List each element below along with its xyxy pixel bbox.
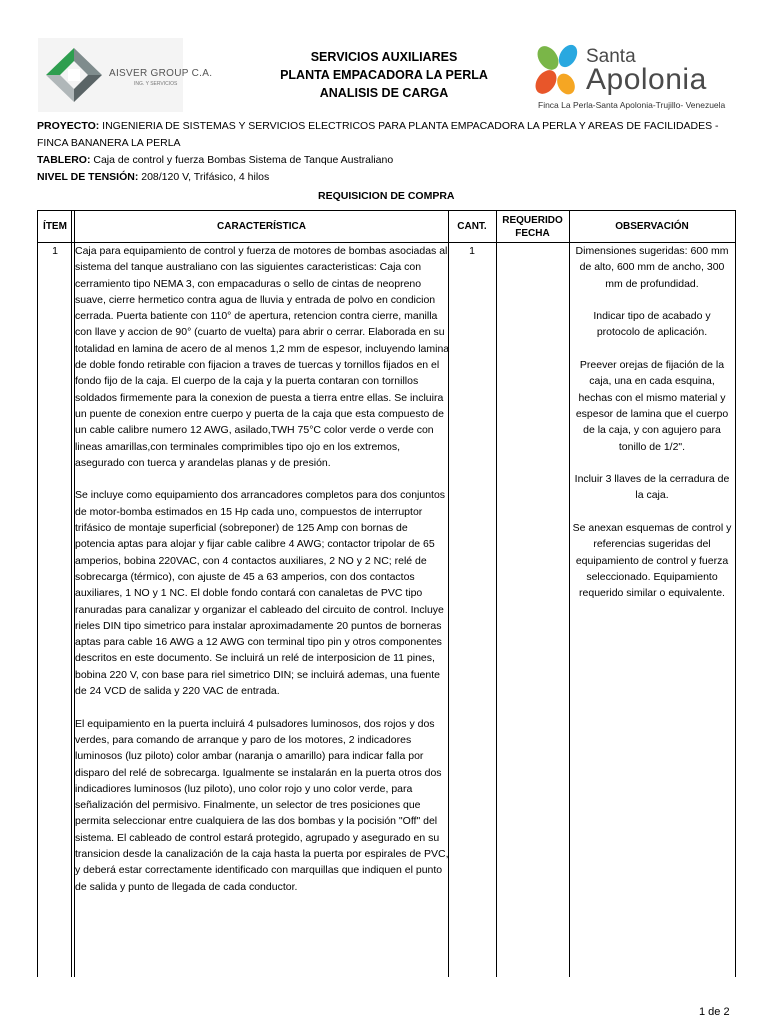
header-cant: CANT. (457, 221, 487, 232)
tablero-value: Caja de control y fuerza Bombas Sistema de Tanque Australiano (90, 154, 394, 166)
tension-value: 208/120 V, Trifásico, 4 hilos (138, 171, 270, 183)
requisition-table (37, 210, 736, 977)
observation-paragraph: Preever orejas de fijación de la caja, una en cada esquina, hechas con el mismo material y espesor de lamina que el cuerpo de la caja, y con agujero para tonillo de 1/2". (575, 359, 729, 453)
tablero-line (37, 152, 737, 169)
observation-paragraph: Dimensiones sugeridas: 600 mm de alto, 600 mm de ancho, 300 mm de profundidad. (575, 245, 729, 290)
logo-word-santa: Santa (586, 46, 636, 67)
page-number: 1 de 2 (699, 1006, 730, 1018)
proyecto-line (37, 118, 737, 152)
logo-word-apolonia: Apolonia (586, 63, 707, 96)
aisver-logo (38, 38, 213, 112)
aisver-brand-text: AISVER GROUP C.A. (109, 68, 213, 79)
proyecto-value: INGENIERIA DE SISTEMAS Y SERVICIOS ELECTRICOS PARA PLANTA EMPACADORA LA PERLA Y AREAS DE FACILIDADES - FINCA BANANERA LA PERLA (37, 120, 719, 149)
row-item-number: 1 (52, 245, 58, 257)
row-observation (571, 243, 733, 618)
column-divider (496, 211, 497, 977)
column-divider (569, 211, 570, 977)
tablero-label: TABLERO: (37, 154, 91, 166)
santa-apolonia-logo (532, 40, 732, 114)
observation-paragraph: Se anexan esquemas de control y referencias sugeridas del equipamiento de control y fuerza seleccionado. Equipamiento requerido similar o equivalente. (572, 522, 732, 600)
description-paragraph: Se incluye como equipamiento dos arrancadores completos para dos conjuntos de motor-bomba estimados en 15 Hp cada uno, compuestos de interruptor trifásico de montaje superficial (sobreponer) de 125 Amp con bornas de potencia aptas para alojar y fijar cable calibre 4 AWG; contactor tripolar de 65 amperios, bobina 220VAC, con 4 contactos auxiliares, 2 NO y 2 NC; relé de sobrecarga (térmico), con ajuste de 45 a 63 amperios, con dos contactos auxiliares, 1 NO y 1 NC. El doble fondo contará con canaletas de PVC tipo ranuradas para canalizar y organizar el cableado del circuito de control. Incluye rieles DIN tipo simetrico para instalar aproximadamente 20 puntos de borneras aptas para cable 16 AWG a 12 AWG con terminal tipo pin y otros componentes descritos en este documento. Se incluirá un relé de interposicion de 11 pines, bobina 220 V, con base para riel simetrico DIN; se incluirá ademas, una fuente de 24 VCD de salida y 220 VAC de entrada. (75, 489, 446, 698)
logo-tagline: Finca La Perla-Santa Apolonia-Trujillo- Venezuela (538, 100, 726, 110)
row-description (75, 243, 450, 911)
header-observacion: OBSERVACIÓN (615, 221, 689, 232)
title-line-2: PLANTA EMPACADORA LA PERLA (280, 68, 488, 82)
title-line-1: SERVICIOS AUXILIARES (310, 50, 458, 64)
observation-paragraph: Indicar tipo de acabado y protocolo de aplicación. (593, 310, 711, 339)
table-header-row (38, 211, 735, 243)
description-paragraph: Caja para equipamiento de control y fuerza de motores de bombas asociadas al sistema del tanque australiano con las siguientes caracteristicas: Caja con cerramiento tipo NEMA 3, con empacaduras o sello de cintas de neopreno suave, cierre hermetico contra agua de lluvia y entrada de polvo en condicion cerrada. Puerta batiente con 110° de apertura, retencion contra cierre, manilla con llave y accion de 90° (cuarto de vuelta) para abrir o cerrar. Elaborada en su totalidad en lamina de acero de al menos 1,2 mm de espesor, incluyendo lamina de doble fondo retirable con fijacion a traves de tuercas y tornillos fijados en el fondo fijo de la caja. El cuerpo de la caja y la puerta contaran con tornillos soldados firmemente para la conexion de puesta a tierra entre ellas. Se incluira un puente de conexion entre cuerpo y puerta de la caja que esta compuesto de un cable calibre numero 12 AWG, asilado,TWH 75°C color verde o verde con lineas amarillas,con terminales comprimibles tipo ojo en los extremos, asegurado con tuerca y arandelas planas y de presión. (75, 245, 450, 469)
header-requerido: REQUERIDO FECHA (502, 214, 563, 239)
aisver-brand-subtext: ING. Y SERVICIOS (134, 81, 178, 87)
tension-line (37, 169, 737, 186)
tension-label: NIVEL DE TENSIÓN: (37, 171, 139, 183)
header-item: ÍTEM (43, 221, 67, 232)
title-line-3: ANALISIS DE CARGA (319, 86, 449, 100)
aisver-logo-icon (44, 46, 104, 104)
description-paragraph: El equipamiento en la puerta incluirá 4 pulsadores luminosos, dos rojos y dos verdes, para comando de arranque y paro de los motores, 2 indicadores luminosos (luz piloto) color ambar (naranja o amarillo) para indicar falla por disparo del relé de sobrecarga. Igualmente se instalarán en la puerta otros dos indicadiores luminosos (luz piloto), uno color rojo y uno color verde, para señalización del permisivo. Finalmente, un selector de tres posiciones que permita seleccionar entre cualquiera de las dos bombas y la pocisión "Off" del sistema. El cableado de control estará protegido, agrupado y asegurado en su transicion desde la canalización de la caja hasta la puerta por espirales de PVC, y deberá estar correctamente identificado con marquillas que indiquen el punto de salida y punto de llegada de cada conductor. (75, 717, 449, 893)
proyecto-label: PROYECTO: (37, 120, 100, 132)
header-caracteristica: CARACTERÍSTICA (217, 221, 306, 232)
row-quantity: 1 (469, 245, 475, 257)
document-title (228, 48, 540, 102)
project-info (37, 118, 737, 186)
observation-paragraph: Incluir 3 llaves de la cerradura de la caja. (574, 473, 730, 502)
leaf-logo-icon (532, 42, 590, 100)
requisicion-title: REQUISICION DE COMPRA (318, 190, 455, 202)
